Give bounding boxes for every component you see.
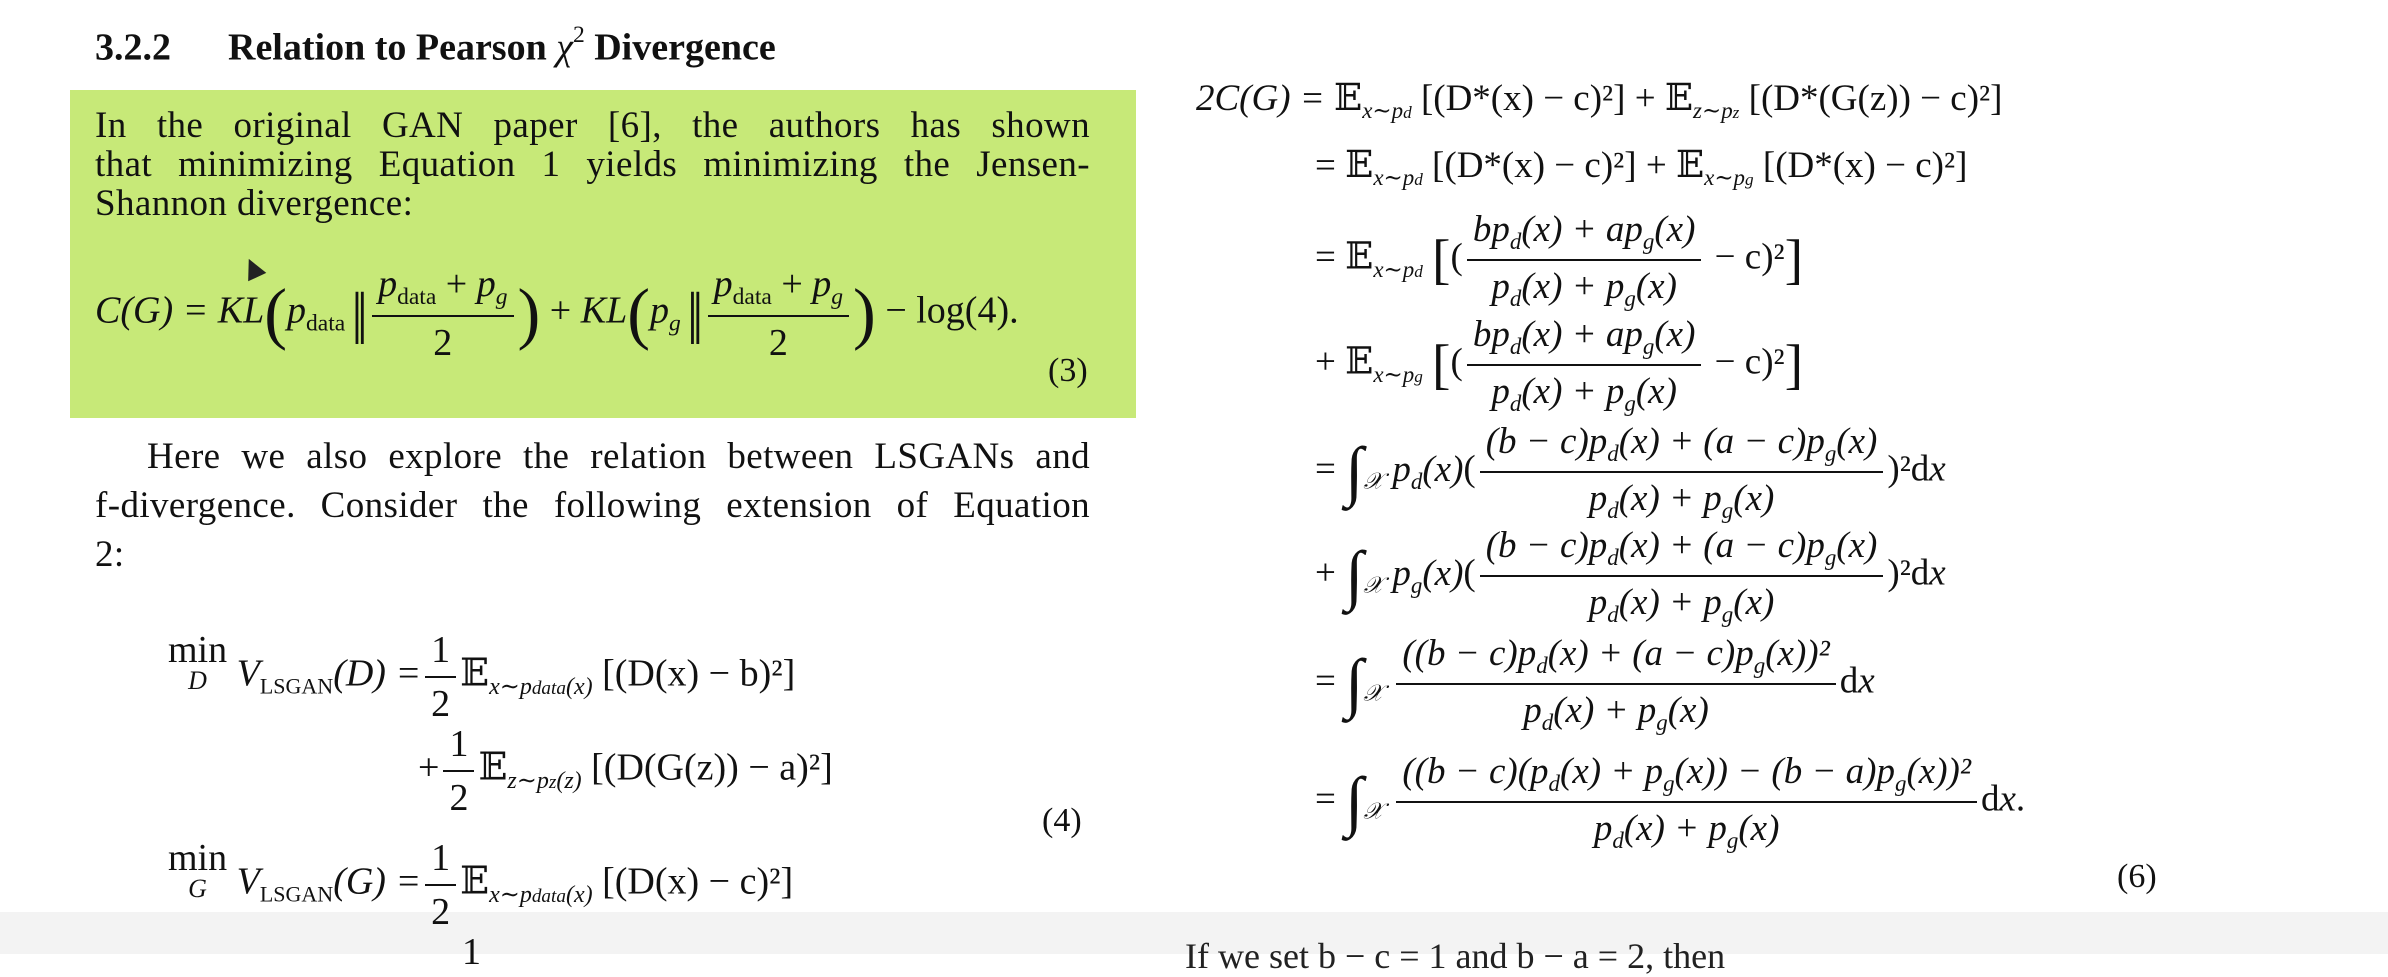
- equation-4-row-1: min D $V_{LSGAN}(D)$ = $\frac{1}{2}$ 𝔼$_{x\sim pdata(x)}$ [(D(x) − b)²]: [168, 629, 796, 725]
- eq6-row-2: = 𝔼$_{x\sim pd}$ [(D*(x) − c)²] + 𝔼$_{x\sim pg}$ [(D*(x) − c)²]: [1315, 145, 1968, 191]
- eq4-row1-rhs: [(D(x) − b)²]: [602, 652, 796, 695]
- paragraph-line: 2:: [95, 534, 125, 575]
- section-number: 3.2.2: [95, 26, 171, 69]
- eq3-frac-2: $\frac{p_{data} + p_g}{2}$: [708, 262, 849, 365]
- paragraph-line: Shannon divergence:: [95, 183, 414, 224]
- eq3-frac-1: $\frac{p_{data} + p_g}{2}$: [372, 262, 513, 365]
- paragraph-line: In the original GAN paper [6], the authors has shown: [95, 105, 1090, 146]
- eq6-number: (6): [2117, 858, 2157, 895]
- eq4-row3-rhs: [(D(x) − c)²]: [602, 860, 794, 903]
- equation-3: $C(G) = KL(p_{data}$ || $\frac{p_{data} + p_g}{2}$ ) + $KL(p_g$ || $\frac{p_{data} + p_g}{2}$ ) − log(4).: [95, 263, 1019, 365]
- eq6-row-7: = $\int_𝒳$ $\frac{((b - c)p_d(x) + (a - c)p_g(x))^2}{p_d(x) + p_g(x)}$ dx: [1315, 633, 1875, 736]
- chi-symbol: χ: [556, 26, 573, 69]
- eq4-number: (4): [1042, 802, 1082, 839]
- paragraph-line: f-divergence. Consider the following extension of Equation: [95, 485, 1090, 526]
- eq3-number: (3): [1048, 352, 1088, 389]
- section-title-prefix: Relation to Pearson: [228, 26, 557, 69]
- eq4-row2-rhs: [(D(G(z)) − a)²]: [591, 746, 833, 789]
- equation-4-row-4-cut: 1: [462, 931, 481, 973]
- cut-off-text: If we set b − c = 1 and b − a = 2, then: [1185, 936, 1726, 976]
- eq6-row-5: = $\int_𝒳$ $p_d(x)$( $\frac{(b - c)p_d(x) + (a - c)p_g(x)}{p_d(x) + p_g(x)}$ )²dx: [1315, 421, 1946, 524]
- eq6-row-8: = $\int_𝒳$ $\frac{((b - c)(p_d(x) + p_g(x)) - (b - a)p_g(x))^2}{p_d(x) + p_g(x)}$ dx.: [1315, 751, 2026, 854]
- eq6-row-3: = 𝔼$_{x\sim pd}$ [( $\frac{bp_d(x) + ap_g(x)}{p_d(x) + p_g(x)}$ − c)²]: [1315, 209, 1804, 312]
- eq6-row-1: 2C(G) = 𝔼$_{x\sim pd}$ [(D*(x) − c)²] + 𝔼$_{z\sim pz}$ [(D*(G(z)) − c)²]: [1196, 78, 2003, 124]
- eq3-data-sub: data: [306, 310, 346, 337]
- section-heading: 3.2.2 Relation to Pearson $\chi^2$ Divergence: [95, 22, 776, 69]
- section-title-suffix: Divergence: [584, 26, 776, 69]
- equation-4-row-3: min G $V_{LSGAN}(G)$ = $\frac{1}{2}$ 𝔼$_{x\sim pdata(x)}$ [(D(x) − c)²]: [168, 837, 794, 933]
- paragraph-2: [95, 432, 1090, 579]
- eq3-lhs: C(G) =: [95, 289, 218, 332]
- eq3-kl: KL: [217, 289, 265, 332]
- paragraph-line: that minimizing Equation 1 yields minimizing the Jensen-: [95, 144, 1090, 185]
- paragraph-line: Here we also explore the relation between LSGANs and: [147, 436, 1090, 477]
- highlight-paragraph: [95, 106, 1090, 223]
- eq6-row-4: + 𝔼$_{x\sim pg}$ [( $\frac{bp_d(x) + ap_g(x)}{p_d(x) + p_g(x)}$ − c)²]: [1315, 314, 1804, 417]
- equation-4-row-2: + $\frac{1}{2}$ 𝔼$_{z\sim pz(z)}$ [(D(G(z)) − a)²]: [418, 723, 833, 819]
- eq6-row-6: + $\int_𝒳$ $p_g(x)$( $\frac{(b - c)p_d(x) + (a - c)p_g(x)}{p_d(x) + p_g(x)}$ )²dx: [1315, 525, 1946, 628]
- eq3-pdata: p: [287, 289, 307, 332]
